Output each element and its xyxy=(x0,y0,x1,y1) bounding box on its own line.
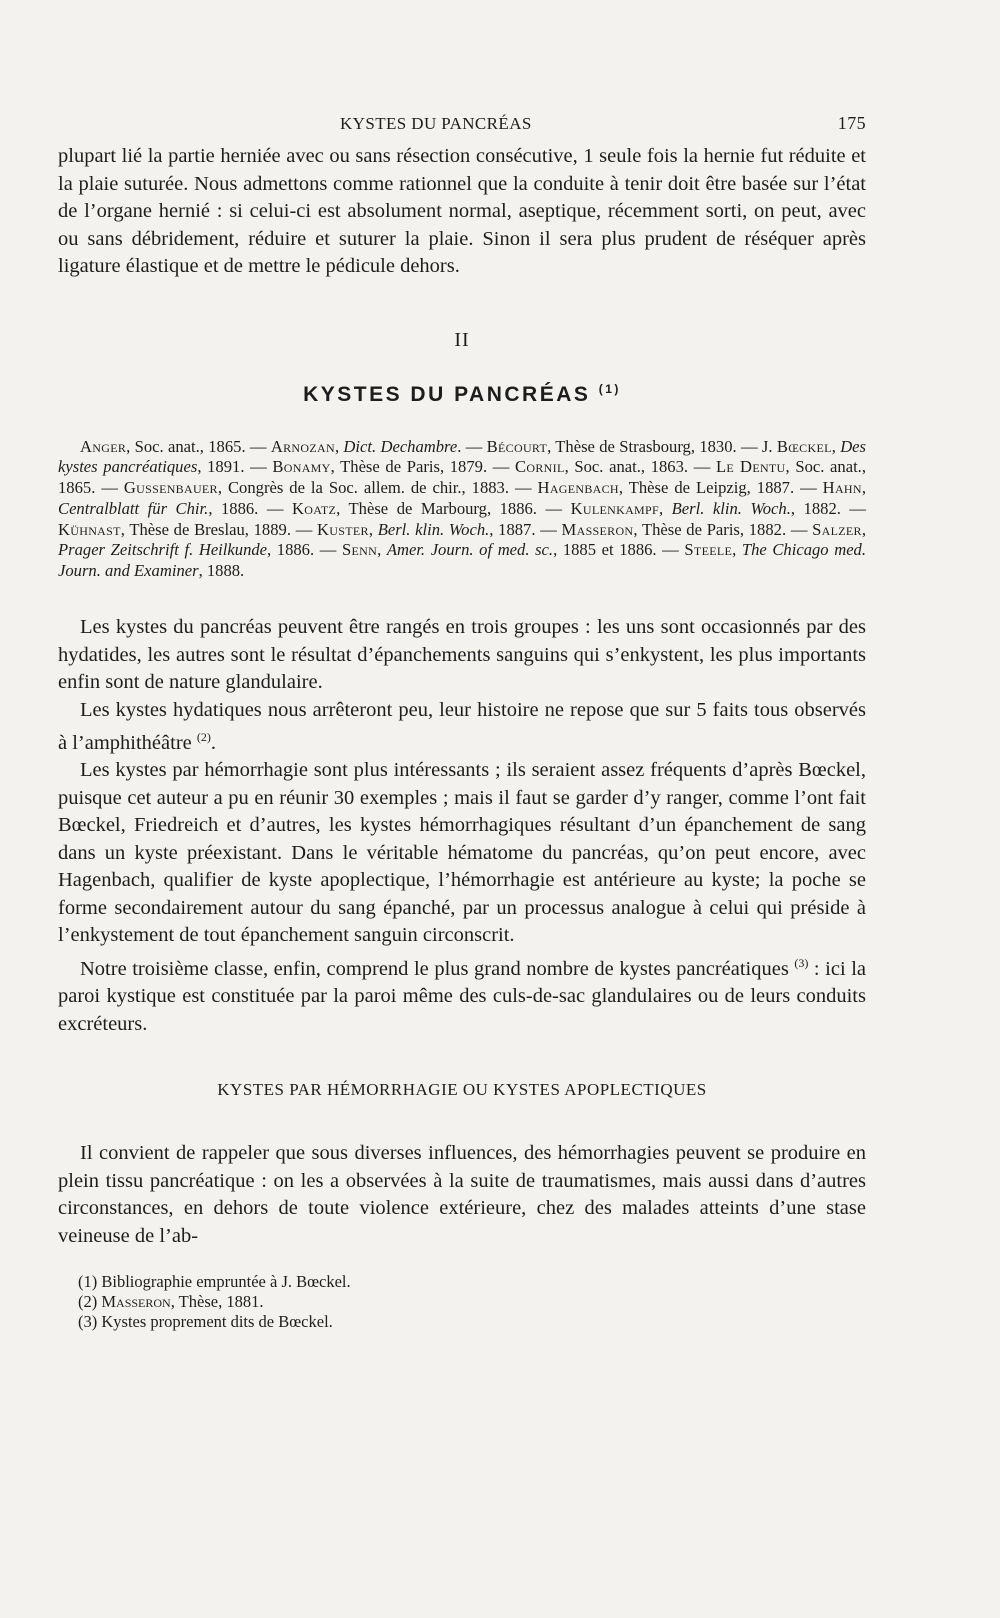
biblio-author: Bonamy xyxy=(272,457,331,477)
biblio-author: Arnozan xyxy=(270,436,335,456)
biblio-text: , Thèse de Breslau, 1889. — xyxy=(120,519,318,539)
page-number: 175 xyxy=(837,113,866,133)
paragraph-text: Les kystes par hémorrhagie sont plus intéressants ; ils seraient assez fréquents d’après Bœckel, puisque cet auteur a pu en réunir 30 exemples ; mais il faut se garder d’y ranger, comme l’ont fait Bœckel, Friedreich et d’autres, les kystes hémorrhagiques résultant d’un épanchement de sang dans un kyste préexistant. Dans le véritable hématome du pancréas, qu’on peut encore, avec Hagenbach, qualifier de kyste apoplectique, l’hémorrhagie est antérieure au kyste; la poche se forme secondairement autour du sang épanché, par un processus analogue à celui qui préside à l’enkystement de tout épanchement sanguin circonscrit. xyxy=(58,759,866,947)
biblio-author: Koatz xyxy=(292,498,337,518)
footnote-mark: (1) xyxy=(78,1272,98,1292)
paragraph xyxy=(58,614,866,697)
footnote-text: Kystes proprement dits de Bœckel. xyxy=(101,1312,333,1332)
biblio-text: , xyxy=(658,498,672,518)
biblio-author: Bécourt xyxy=(486,436,548,456)
biblio-text: , Soc. anat., 1865. — xyxy=(126,436,271,456)
biblio-text: , 1886. — xyxy=(267,540,342,560)
biblio-text: , xyxy=(732,540,742,560)
paragraph-text: Les kystes hydatiques nous arrêteront peu, leur histoire ne repose que sur 5 faits tous observés à l’amphithéâtre xyxy=(58,698,866,754)
biblio-author: Hahn xyxy=(822,478,862,498)
footnote-text: Bibliographie empruntée à J. Bœckel. xyxy=(101,1272,351,1292)
bibliography xyxy=(58,437,866,583)
biblio-author: Masseron xyxy=(561,519,634,539)
footnotes xyxy=(58,1272,866,1332)
main-text xyxy=(58,614,866,1038)
biblio-text: , 1886. — xyxy=(208,498,292,518)
biblio-text: , 1882. — xyxy=(790,498,867,518)
biblio-text: , Thèse de Strasbourg, 1830. — J. xyxy=(547,436,777,456)
biblio-author: Anger xyxy=(80,436,127,456)
footnote-mark: (2) xyxy=(78,1292,98,1312)
footnote-ref: (3) xyxy=(794,955,809,970)
biblio-text: , Soc. anat., 1863. — xyxy=(564,457,716,477)
intro-paragraph: plupart lié la partie herniée avec ou sans résection consécutive, 1 seule fois la hernie fut réduite et la plaie suturée. Nous admettons comme rationnel que la conduite à tenir doit être basée sur l’état de l’organe hernié : si celui-ci est absolument normal, aseptique, récemment sorti, on peut, avec ou sans débridement, réduire et suturer la plaie. Sinon il sera plus prudent de réséquer après ligature élastique et de mettre le pédicule dehors. xyxy=(58,145,866,277)
biblio-text: , 1888. xyxy=(198,561,245,581)
biblio-text: , Thèse de Paris, 1879. — xyxy=(330,457,516,477)
biblio-title: Centralblatt für Chir. xyxy=(58,498,209,518)
footnote-mark: (3) xyxy=(78,1312,98,1332)
biblio-author: Gussenbauer xyxy=(123,478,218,498)
paragraph xyxy=(58,950,866,1038)
biblio-author: Hagenbach xyxy=(537,478,619,498)
paragraph xyxy=(58,757,866,950)
biblio-text: , xyxy=(368,519,378,539)
biblio-author: Le Dentu xyxy=(716,457,786,477)
biblio-author: Salzer xyxy=(812,519,862,539)
biblio-text: , xyxy=(334,436,344,456)
biblio-text: , Soc. anat., 1865. — xyxy=(58,457,866,498)
section-number: II xyxy=(454,328,470,351)
running-title: KYSTES DU PANCRÉAS xyxy=(340,114,532,133)
paragraph-text: Notre troisième classe, enfin, comprend le plus grand nombre de kystes pancréatiques xyxy=(80,957,795,980)
section-title xyxy=(58,382,866,407)
section-title-footnote-mark: (1) xyxy=(598,381,621,396)
biblio-text: , 1887. — xyxy=(489,519,562,539)
paragraph-text: . xyxy=(210,731,217,754)
biblio-title: Berl. klin. Woch. xyxy=(671,498,791,518)
biblio-title: Dict. Dechambre xyxy=(343,436,458,456)
footnote xyxy=(78,1292,866,1312)
footnote xyxy=(78,1272,866,1292)
footnote-author: Masseron xyxy=(101,1292,171,1312)
footnote xyxy=(78,1312,866,1332)
biblio-author: Kühnast xyxy=(58,519,121,539)
biblio-text: , Thèse de Marbourg, 1886. — xyxy=(336,498,571,518)
biblio-title: Des kystes pancréatiques xyxy=(58,436,867,477)
biblio-text: , 1891. — xyxy=(197,457,273,477)
biblio-title: The Chicago med. Journ. and Examiner xyxy=(58,540,867,581)
biblio-text: , 1885 et 1886. — xyxy=(553,540,685,560)
section-title-text: KYSTES DU PANCRÉAS xyxy=(303,382,591,406)
biblio-author: Kulenkampf xyxy=(570,498,659,518)
biblio-author: Cornil xyxy=(515,457,565,477)
biblio-author: Kuster xyxy=(317,519,369,539)
biblio-text: , Thèse de Leipzig, 1887. — xyxy=(618,478,823,498)
biblio-text: , xyxy=(861,478,866,498)
final-paragraph: Il convient de rappeler que sous diverses influences, des hémorrhagies peuvent se produire en plein tissu pancréatique : on les a observées à la suite de traumatismes, mais aussi dans d’autres circonstances, en dehors de toute violence extérieure, chez des malades atteints d’une stase veineuse de l’ab- xyxy=(58,1142,866,1247)
biblio-text: , Congrès de la Soc. allem. de chir., 1883. — xyxy=(217,478,538,498)
biblio-text: , xyxy=(831,436,841,456)
biblio-text: . — xyxy=(457,436,487,456)
biblio-text: , Thèse de Paris, 1882. — xyxy=(633,519,813,539)
biblio-title: Berl. klin. Woch. xyxy=(377,519,490,539)
running-header xyxy=(58,113,866,143)
biblio-author: Senn xyxy=(341,540,378,560)
subheading: KYSTES PAR HÉMORRHAGIE OU KYSTES APOPLECTIQUES xyxy=(217,1080,707,1100)
biblio-author: Bœckel xyxy=(776,436,832,456)
footnote-text: , Thèse, 1881. xyxy=(170,1292,264,1312)
paragraph-text: : ici la paroi kystique est constituée par la paroi même des culs-de-sac glandulaires ou de leurs conduits excréteurs. xyxy=(58,957,866,1035)
biblio-text: , xyxy=(377,540,387,560)
paragraph-text: Les kystes du pancréas peuvent être rangés en trois groupes : les uns sont occasionnés par des hydatides, les autres sont le résultat d’épanchements sanguins qui s’enkystent, les plus importants enfin sont de nature glandulaire. xyxy=(58,616,866,694)
footnote-ref: (2) xyxy=(196,730,211,745)
biblio-title: Amer. Journ. of med. sc. xyxy=(386,540,554,560)
biblio-text: , xyxy=(861,519,866,539)
paragraph xyxy=(58,697,866,758)
biblio-author: Steele xyxy=(684,540,733,560)
biblio-title: Prager Zeitschrift f. Heilkunde xyxy=(58,540,268,560)
